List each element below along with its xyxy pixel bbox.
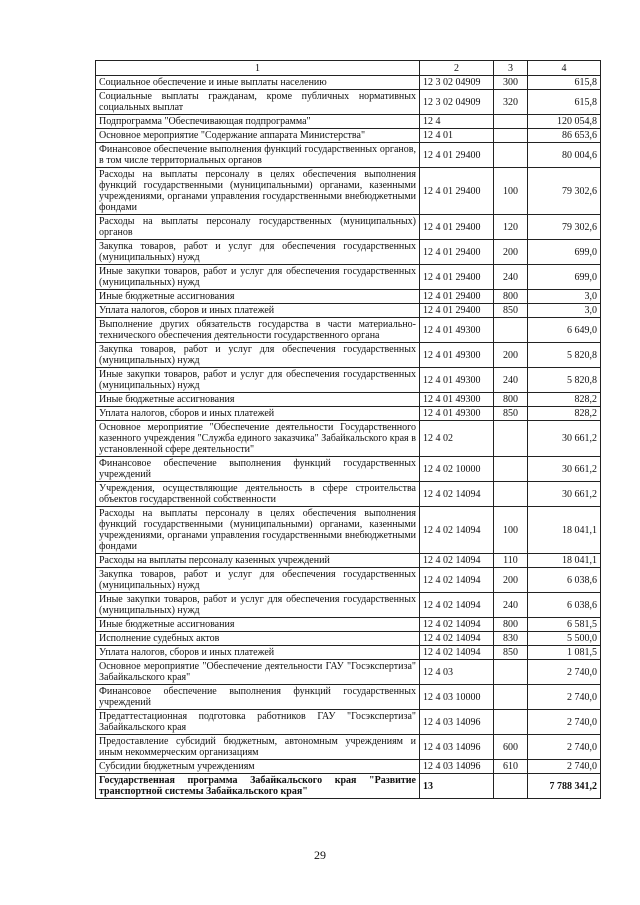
row-name-cell: Финансовое обеспечение выполнения функций государственных органов, в том числе территориальных органов [96,143,420,168]
row-name-cell: Иные бюджетные ассигнования [96,618,420,632]
table-row [96,76,601,90]
row-name-cell: Основное мероприятие "Обеспечение деятельности Государственного казенного учреждения "Служба единого заказчика" Забайкальского края в установленной сфере деятельности" [96,421,420,457]
row-name-cell: Подпрограмма "Обеспечивающая подпрограмма" [96,115,420,129]
table-row [96,507,601,554]
document-page [95,60,600,799]
row-amount-cell: 5 820,8 [528,343,601,368]
row-amount-cell: 30 661,2 [528,421,601,457]
row-type-cell: 320 [494,90,528,115]
table-row [96,90,601,115]
table-row [96,240,601,265]
table-row [96,646,601,660]
row-amount-cell: 3,0 [528,304,601,318]
row-code-cell: 12 3 02 04909 [420,90,494,115]
row-name-cell: Исполнение судебных актов [96,632,420,646]
row-code-cell: 12 4 01 29400 [420,215,494,240]
table-row [96,215,601,240]
table-row [96,168,601,215]
budget-table [95,60,601,799]
row-code-cell: 12 4 01 49300 [420,343,494,368]
table-row [96,593,601,618]
row-type-cell: 240 [494,368,528,393]
row-type-cell: 240 [494,265,528,290]
row-type-cell [494,421,528,457]
header-cell-type: 3 [494,61,528,76]
row-type-cell: 100 [494,507,528,554]
row-name-cell: Предоставление субсидий бюджетным, автономным учреждениям и иным некоммерческим организациям [96,735,420,760]
row-type-cell: 120 [494,215,528,240]
row-code-cell: 12 4 01 29400 [420,265,494,290]
row-code-cell: 12 4 01 49300 [420,407,494,421]
row-code-cell: 12 4 01 29400 [420,240,494,265]
table-row [96,760,601,774]
row-code-cell: 12 4 02 14094 [420,632,494,646]
table-row [96,290,601,304]
row-type-cell: 200 [494,240,528,265]
row-amount-cell: 2 740,0 [528,710,601,735]
page-number: 29 [314,848,326,862]
row-name-cell: Иные закупки товаров, работ и услуг для обеспечения государственных (муниципальных) нужд [96,265,420,290]
row-amount-cell: 6 038,6 [528,593,601,618]
row-name-cell: Расходы на выплаты персоналу казенных учреждений [96,554,420,568]
row-type-cell: 850 [494,407,528,421]
row-name-cell: Предаттестационная подготовка работников ГАУ "Госэкспертиза" Забайкальского края [96,710,420,735]
row-name-cell: Уплата налогов, сборов и иных платежей [96,646,420,660]
row-type-cell [494,710,528,735]
row-amount-cell: 5 500,0 [528,632,601,646]
row-name-cell: Государственная программа Забайкальского края "Развитие транспортной системы Забайкальского края" [96,774,420,799]
row-code-cell: 12 4 02 10000 [420,457,494,482]
row-type-cell: 110 [494,554,528,568]
row-amount-cell: 615,8 [528,90,601,115]
row-type-cell [494,482,528,507]
table-row [96,129,601,143]
row-name-cell: Иные закупки товаров, работ и услуг для обеспечения государственных (муниципальных) нужд [96,368,420,393]
table-row [96,318,601,343]
row-amount-cell: 7 788 341,2 [528,774,601,799]
row-type-cell [494,774,528,799]
row-code-cell: 12 4 01 29400 [420,168,494,215]
table-header-row [96,61,601,76]
row-type-cell [494,660,528,685]
row-type-cell: 200 [494,343,528,368]
row-code-cell: 12 4 03 14096 [420,760,494,774]
row-code-cell: 12 4 03 14096 [420,735,494,760]
row-code-cell: 12 4 02 14094 [420,593,494,618]
row-type-cell: 850 [494,646,528,660]
row-amount-cell: 2 740,0 [528,760,601,774]
row-code-cell: 12 4 02 14094 [420,554,494,568]
row-name-cell: Уплата налогов, сборов и иных платежей [96,304,420,318]
row-name-cell: Социальные выплаты гражданам, кроме публичных нормативных социальных выплат [96,90,420,115]
row-name-cell: Иные бюджетные ассигнования [96,290,420,304]
row-code-cell: 12 4 02 14094 [420,482,494,507]
row-amount-cell: 6 581,5 [528,618,601,632]
row-code-cell: 12 4 [420,115,494,129]
row-name-cell: Закупка товаров, работ и услуг для обеспечения государственных (муниципальных) нужд [96,568,420,593]
row-name-cell: Финансовое обеспечение выполнения функций государственных учреждений [96,457,420,482]
table-row [96,685,601,710]
table-row [96,554,601,568]
row-amount-cell: 2 740,0 [528,660,601,685]
table-row [96,143,601,168]
row-code-cell: 12 4 03 10000 [420,685,494,710]
row-type-cell: 800 [494,290,528,304]
header-cell-name: 1 [96,61,420,76]
row-amount-cell: 5 820,8 [528,368,601,393]
table-row [96,457,601,482]
row-type-cell: 240 [494,593,528,618]
row-code-cell: 13 [420,774,494,799]
row-code-cell: 12 4 03 14096 [420,710,494,735]
row-name-cell: Закупка товаров, работ и услуг для обеспечения государственных (муниципальных) нужд [96,240,420,265]
row-amount-cell: 18 041,1 [528,507,601,554]
row-name-cell: Уплата налогов, сборов и иных платежей [96,407,420,421]
table-row [96,265,601,290]
row-code-cell: 12 4 01 29400 [420,143,494,168]
row-type-cell: 600 [494,735,528,760]
row-code-cell: 12 4 02 14094 [420,646,494,660]
row-name-cell: Социальное обеспечение и иные выплаты населению [96,76,420,90]
row-amount-cell: 120 054,8 [528,115,601,129]
row-type-cell: 850 [494,304,528,318]
row-amount-cell: 3,0 [528,290,601,304]
header-cell-amount: 4 [528,61,601,76]
row-amount-cell: 2 740,0 [528,685,601,710]
row-amount-cell: 1 081,5 [528,646,601,660]
row-name-cell: Субсидии бюджетным учреждениям [96,760,420,774]
row-name-cell: Расходы на выплаты персоналу в целях обеспечения выполнения функций государственными (муниципальными) органами, казенными учреждениями, органами управления государственными внебюджетными фондами [96,168,420,215]
table-row [96,304,601,318]
row-code-cell: 12 4 02 14094 [420,568,494,593]
row-code-cell: 12 4 02 14094 [420,507,494,554]
row-type-cell: 800 [494,393,528,407]
row-amount-cell: 30 661,2 [528,482,601,507]
row-type-cell: 610 [494,760,528,774]
row-name-cell: Расходы на выплаты персоналу государственных (муниципальных) органов [96,215,420,240]
row-code-cell: 12 4 03 [420,660,494,685]
table-row [96,407,601,421]
table-row [96,393,601,407]
row-code-cell: 12 4 01 29400 [420,304,494,318]
table-row [96,568,601,593]
row-code-cell: 12 4 01 [420,129,494,143]
table-row [96,774,601,799]
table-row [96,660,601,685]
row-code-cell: 12 3 02 04909 [420,76,494,90]
header-cell-code: 2 [420,61,494,76]
row-name-cell: Закупка товаров, работ и услуг для обеспечения государственных (муниципальных) нужд [96,343,420,368]
row-type-cell [494,143,528,168]
row-amount-cell: 79 302,6 [528,168,601,215]
row-amount-cell: 615,8 [528,76,601,90]
row-code-cell: 12 4 02 14094 [420,618,494,632]
table-row [96,618,601,632]
row-name-cell: Основное мероприятие "Обеспечение деятельности ГАУ "Госэкспертиза" Забайкальского края" [96,660,420,685]
table-row [96,632,601,646]
row-name-cell: Учреждения, осуществляющие деятельность в сфере строительства объектов государственной собственности [96,482,420,507]
row-amount-cell: 86 653,6 [528,129,601,143]
row-code-cell: 12 4 02 [420,421,494,457]
row-type-cell [494,685,528,710]
row-amount-cell: 80 004,6 [528,143,601,168]
row-code-cell: 12 4 01 49300 [420,368,494,393]
row-amount-cell: 6 038,6 [528,568,601,593]
row-type-cell: 830 [494,632,528,646]
row-type-cell: 200 [494,568,528,593]
table-row [96,482,601,507]
row-name-cell: Расходы на выплаты персоналу в целях обеспечения выполнения функций государственными (муниципальными) органами, казенными учреждениями, органами управления государственными внебюджетными фондами [96,507,420,554]
row-name-cell: Основное мероприятие "Содержание аппарата Министерства" [96,129,420,143]
row-name-cell: Финансовое обеспечение выполнения функций государственных учреждений [96,685,420,710]
row-type-cell [494,129,528,143]
row-name-cell: Иные бюджетные ассигнования [96,393,420,407]
row-type-cell [494,115,528,129]
row-amount-cell: 828,2 [528,407,601,421]
row-amount-cell: 30 661,2 [528,457,601,482]
row-amount-cell: 18 041,1 [528,554,601,568]
row-type-cell [494,457,528,482]
table-row [96,115,601,129]
row-code-cell: 12 4 01 49300 [420,318,494,343]
row-name-cell: Иные закупки товаров, работ и услуг для обеспечения государственных (муниципальных) нужд [96,593,420,618]
row-amount-cell: 79 302,6 [528,215,601,240]
row-code-cell: 12 4 01 29400 [420,290,494,304]
row-type-cell: 300 [494,76,528,90]
table-row [96,421,601,457]
row-amount-cell: 2 740,0 [528,735,601,760]
row-type-cell: 100 [494,168,528,215]
row-amount-cell: 699,0 [528,240,601,265]
row-name-cell: Выполнение других обязательств государства в части материально-технического обеспечения деятельности государственного органа [96,318,420,343]
row-amount-cell: 6 649,0 [528,318,601,343]
row-amount-cell: 699,0 [528,265,601,290]
table-row [96,343,601,368]
row-type-cell: 800 [494,618,528,632]
table-row [96,368,601,393]
table-row [96,735,601,760]
row-amount-cell: 828,2 [528,393,601,407]
row-code-cell: 12 4 01 49300 [420,393,494,407]
row-type-cell [494,318,528,343]
table-row [96,710,601,735]
